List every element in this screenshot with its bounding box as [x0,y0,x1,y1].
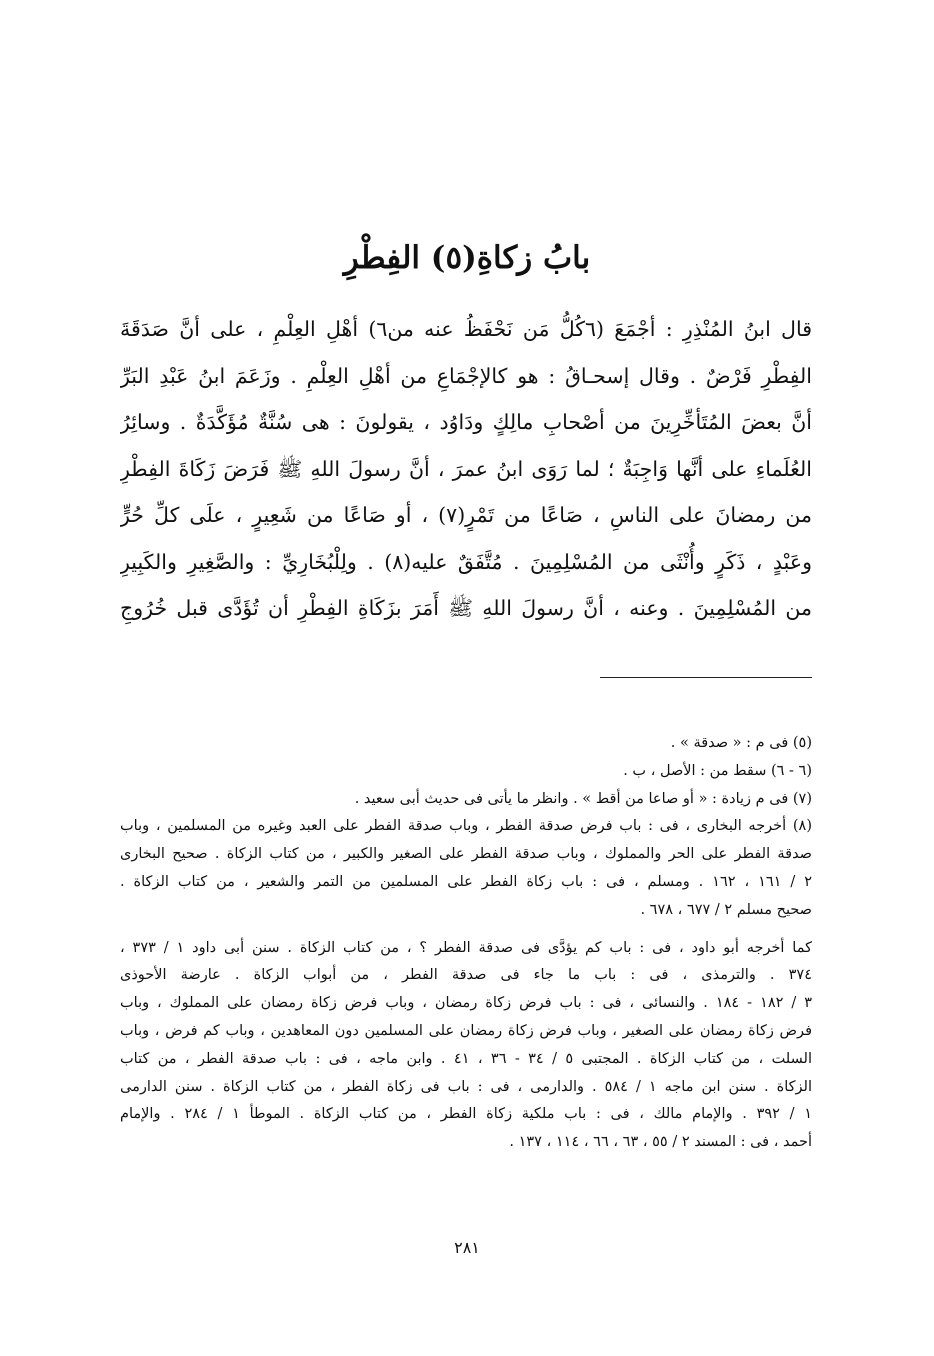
body-line: من رمضانَ على الناسِ ، صَاعًا من تَمْرٍ(٧) ، أو صَاعًا من شَعِيرٍ ، علَى كلِّ حُرٍّ [120,503,812,527]
footnotes [120,730,812,1157]
footnote-line: الزكاة . سنن ابن ماجه ١ / ٥٨٤ . والدارمى ، فى : باب فى زكاة الفطر ، من كتاب الزكاة . سنن الدارمى [120,1078,812,1095]
footnote-line: (٦ - ٦) سقط من : الأصل ، ب . [623,762,812,779]
footnote-line: صدقة الفطر على الحر والمملوك ، وباب صدقة الفطر على الصغير والكبير ، من كتاب الزكاة . صحيح البخارى [120,846,812,863]
footnote-line: (٨) أخرجه البخارى ، فى : باب فرض صدقة الفطر ، وباب صدقة الفطر على العبد وغيره من المسلمين ، وباب [120,818,812,835]
footnote-line: (٧) فى م زيادة : « أو صاعا من أقط » . وانظر ما يأتى فى حديث أبى سعيد . [354,790,812,807]
footnote-line: فرض زكاة رمضان على الصغير ، وباب فرض زكاة رمضان على المسلمين دون المعاهدين ، وباب كم فرض ، وباب [120,1022,812,1039]
footnote-line: ٢ / ١٦١ ، ١٦٢ . ومسلم ، فى : باب زكاة الفطر على المسلمين من التمر والشعير ، من كتاب الزكاة . [120,873,812,890]
footnote-line: ٣٧٤ . والترمذى ، فى : باب ما جاء فى صدقة الفطر ، من أبواب الزكاة . عارضة الأحوذى [120,967,812,984]
footnote-line: ١ / ٣٩٢ . والإمام مالك ، فى : باب ملكية زكاة الفطر ، من كتاب الزكاة . الموطأ ١ / ٢٨٤ . والإمام [120,1106,812,1123]
body-line: العُلَماءِ على أنَّها وَاجِبَةٌ ؛ لما رَوَى ابنُ عمرَ ، أنَّ رسولَ اللهِ ﷺ فَرَضَ زَكَاةَ الفِطْرِ [120,456,812,481]
body-line: من المُسْلِمِينَ . وعنه ، أنَّ رسولَ اللهِ ﷺ أَمَرَ بزَكَاةِ الفِطْرِ أن تُؤَدَّى قبل خُرُوجِ [120,596,812,620]
footnote-line: كما أخرجه أبو داود ، فى : باب كم يؤدَّى فى صدقة الفطر ؟ ، من كتاب الزكاة . سنن أبى داود ١ / ٣٧٣ ، [120,939,812,956]
footnote-line: (٥) فى م : « صدقة » . [670,735,812,751]
footnote-gap [120,925,812,935]
footnote-line: أحمد ، فى : المسند ٢ / ٥٥ ، ٦٣ ، ٦٦ ، ١١٤ ، ١٣٧ . [509,1134,812,1151]
chapter-title: بابُ زكاةِ(٥) الفِطْرِ [343,239,591,276]
body-line: أنَّ بعضَ المُتَأخِّرِينَ من أصْحابِ مالِكٍ ودَاوُد ، يقولونَ : هى سُنَّةٌ مُؤَكَّدَةٌ . وسائِرُ [120,410,812,434]
body-line: قال ابنُ المُنْذِرِ : أجْمَعَ (٦كُلُّ مَن نَحْفَظُ عنه من٦) أهْلِ العِلْمِ ، على أنَّ صَدَقَةَ [120,317,812,341]
body-line: الفِطْرِ فَرْضٌ . وقال إسحـاقُ : هو كالإجْمَاعِ من أهْلِ العِلْمِ . وزَعَمَ ابنُ عَبْدِ البَرِّ [120,363,812,388]
page-number: ٢٨١ [454,1238,480,1257]
body-line: وعَبْدٍ ، ذَكَرٍ وأُنْثَى من المُسْلِمِينَ . مُتَّفَقٌ عليه(٨) . ولِلْبُخَارِيِّ : والصَّغِيرِ والكَبِيرِ [120,549,812,574]
footnote-separator [600,677,812,678]
footnote-line: صحيح مسلم ٢ / ٦٧٧ ، ٦٧٨ . [640,901,812,918]
footnote-line: ٣ / ١٨٢ - ١٨٤ . والنسائى ، فى : باب فرض زكاة رمضان ، وباب فرض زكاة رمضان على المملوك ، وباب [120,995,812,1012]
footnote-line: السلت ، من كتاب الزكاة . المجتبى ٥ / ٣٤ - ٣٦ ، ٤١ . وابن ماجه ، فى : باب صدقة الفطر ، من كتاب [120,1050,812,1067]
main-body-text [120,306,812,632]
